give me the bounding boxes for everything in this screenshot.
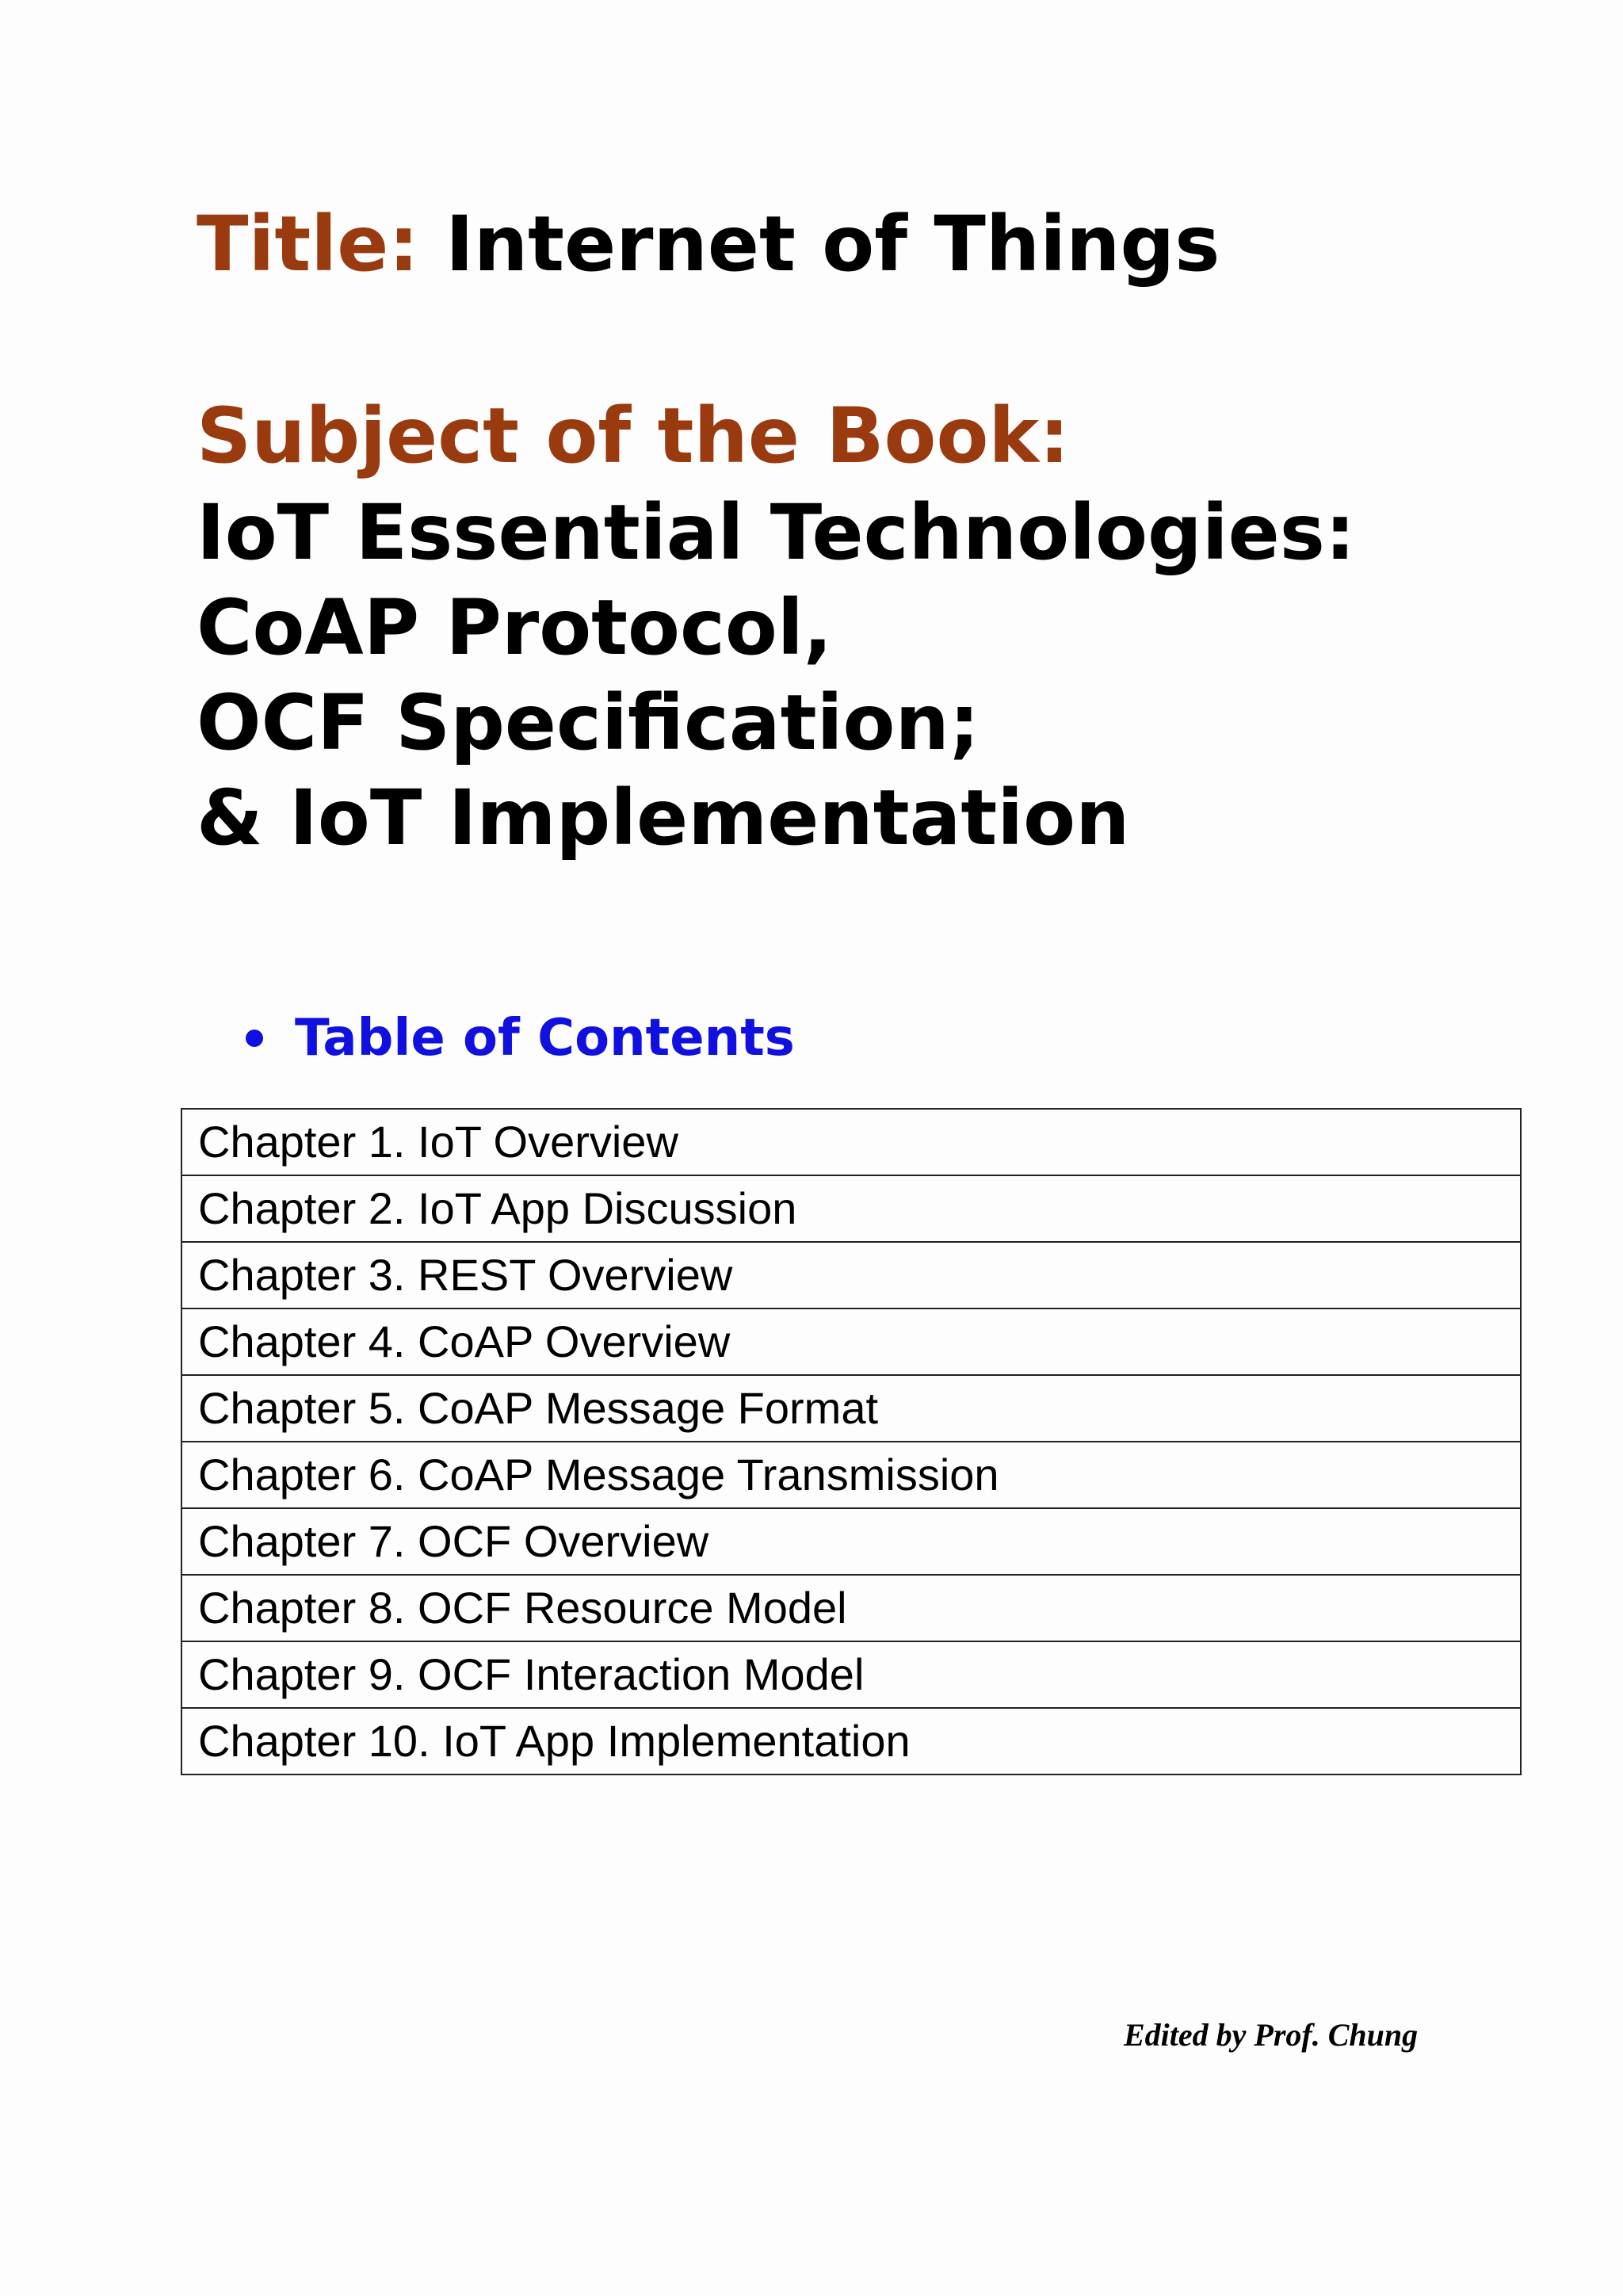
subject-lines [197,485,1355,865]
toc-heading: Table of Contents [295,1009,795,1068]
table-row [181,1442,1521,1508]
chapter-cell: Chapter 3. REST Overview [181,1242,1521,1308]
chapter-cell: Chapter 2. IoT App Discussion [181,1175,1521,1242]
title-label: Title: [197,200,419,288]
table-row [181,1641,1521,1708]
bullet-icon [246,1030,263,1047]
book-title [197,197,1220,292]
table-row [181,1575,1521,1641]
chapter-cell: Chapter 1. IoT Overview [181,1109,1521,1175]
chapter-cell: Chapter 8. OCF Resource Model [181,1575,1521,1641]
toc-table [181,1108,1522,1775]
table-row [181,1242,1521,1308]
subject-label: Subject of the Book: [197,392,1070,480]
table-row [181,1375,1521,1442]
toc-heading-row [246,1007,795,1070]
table-row [181,1508,1521,1575]
subject-line: IoT Essential Technologies: [197,488,1356,577]
table-row [181,1109,1521,1175]
chapter-cell: Chapter 7. OCF Overview [181,1508,1521,1575]
subject-line: CoAP Protocol, [197,583,833,672]
chapter-cell: Chapter 4. CoAP Overview [181,1308,1521,1375]
table-row [181,1175,1521,1242]
subject-line: OCF Specification; [197,678,980,767]
chapter-cell: Chapter 10. IoT App Implementation [181,1708,1521,1775]
title-text: Internet of Things [445,200,1220,288]
chapter-cell: Chapter 9. OCF Interaction Model [181,1641,1521,1708]
chapter-cell: Chapter 6. CoAP Message Transmission [181,1442,1521,1508]
editor-credit: Edited by Prof. Chung [1124,2017,1419,2053]
chapter-cell: Chapter 5. CoAP Message Format [181,1375,1521,1442]
table-row [181,1308,1521,1375]
subject-line: & IoT Implementation [197,774,1130,862]
table-row [181,1708,1521,1775]
